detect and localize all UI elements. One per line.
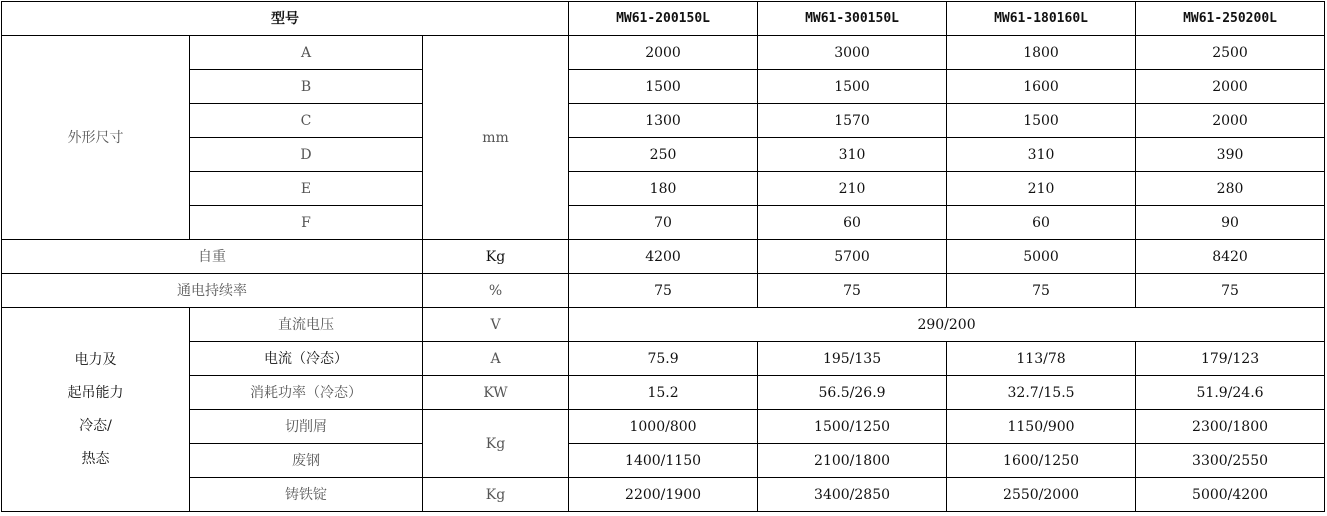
- voltage-unit: V: [423, 308, 569, 342]
- current-row: [2, 342, 1325, 376]
- table-cell: 8420: [1136, 240, 1325, 274]
- table-cell: 310: [947, 138, 1136, 172]
- voltage-value: 290/200: [569, 308, 1325, 342]
- table-cell: 1400/1150: [569, 444, 758, 478]
- duty-row: [2, 274, 1325, 308]
- dimension-key: E: [190, 172, 423, 206]
- table-cell: 75: [947, 274, 1136, 308]
- table-cell: 1500/1250: [758, 410, 947, 444]
- dimension-key: A: [190, 36, 423, 70]
- table-cell: 210: [758, 172, 947, 206]
- spec-table: [1, 1, 1325, 512]
- table-cell: 310: [758, 138, 947, 172]
- table-cell: 1500: [569, 70, 758, 104]
- table-cell: 1300: [569, 104, 758, 138]
- table-cell: 113/78: [947, 342, 1136, 376]
- model-name: MW61-300150L: [758, 2, 947, 36]
- table-cell: 195/135: [758, 342, 947, 376]
- dimension-row-d: [2, 138, 1325, 172]
- table-cell: 3000: [758, 36, 947, 70]
- dimensions-label: 外形尺寸: [2, 36, 190, 240]
- table-cell: 2500: [1136, 36, 1325, 70]
- ingot-row: [2, 478, 1325, 512]
- dimensions-unit: mm: [423, 36, 569, 240]
- dimension-row-e: [2, 172, 1325, 206]
- table-cell: 70: [569, 206, 758, 240]
- table-cell: 3300/2550: [1136, 444, 1325, 478]
- table-cell: 15.2: [569, 376, 758, 410]
- table-cell: 60: [947, 206, 1136, 240]
- table-cell: 2300/1800: [1136, 410, 1325, 444]
- chips-row: [2, 410, 1325, 444]
- chips-label: 切削屑: [190, 410, 423, 444]
- dimension-key: D: [190, 138, 423, 172]
- table-cell: 32.7/15.5: [947, 376, 1136, 410]
- scrap-row: [2, 444, 1325, 478]
- table-cell: 5700: [758, 240, 947, 274]
- table-cell: 2000: [1136, 70, 1325, 104]
- model-name: MW61-250200L: [1136, 2, 1325, 36]
- table-cell: 210: [947, 172, 1136, 206]
- table-cell: 1600/1250: [947, 444, 1136, 478]
- scrap-unit: Kg: [423, 410, 569, 478]
- dimension-key: B: [190, 70, 423, 104]
- model-label: 型号: [2, 2, 569, 36]
- model-name: MW61-200150L: [569, 2, 758, 36]
- table-cell: 1600: [947, 70, 1136, 104]
- voltage-label: 直流电压: [190, 308, 423, 342]
- consumption-row: [2, 376, 1325, 410]
- duty-label: 通电持续率: [2, 274, 423, 308]
- table-cell: 180: [569, 172, 758, 206]
- voltage-row: [2, 308, 1325, 342]
- power-label-line: 起吊能力: [67, 384, 124, 401]
- power-label-line: 电力及: [74, 351, 117, 368]
- table-cell: 2000: [1136, 104, 1325, 138]
- table-cell: 179/123: [1136, 342, 1325, 376]
- table-cell: 5000/4200: [1136, 478, 1325, 512]
- weight-row: [2, 240, 1325, 274]
- power-label: [2, 308, 190, 512]
- header-row: [2, 2, 1325, 36]
- dimension-key: F: [190, 206, 423, 240]
- table-cell: 5000: [947, 240, 1136, 274]
- table-cell: 1500: [758, 70, 947, 104]
- dimension-row-b: [2, 70, 1325, 104]
- table-cell: 1150/900: [947, 410, 1136, 444]
- dimension-key: C: [190, 104, 423, 138]
- dimension-row-f: [2, 206, 1325, 240]
- consumption-label: 消耗功率（冷态）: [190, 376, 423, 410]
- ingot-unit: Kg: [423, 478, 569, 512]
- table-cell: 1570: [758, 104, 947, 138]
- table-cell: 2100/1800: [758, 444, 947, 478]
- table-cell: 2000: [569, 36, 758, 70]
- table-cell: 75: [1136, 274, 1325, 308]
- table-cell: 60: [758, 206, 947, 240]
- table-cell: 2550/2000: [947, 478, 1136, 512]
- dimension-row-a: [2, 36, 1325, 70]
- table-cell: 1500: [947, 104, 1136, 138]
- table-cell: 390: [1136, 138, 1325, 172]
- weight-label: 自重: [2, 240, 423, 274]
- power-label-line: 冷态/: [79, 417, 112, 434]
- duty-unit: %: [423, 274, 569, 308]
- table-cell: 4200: [569, 240, 758, 274]
- ingot-label: 铸铁锭: [190, 478, 423, 512]
- table-cell: 75: [758, 274, 947, 308]
- table-cell: 56.5/26.9: [758, 376, 947, 410]
- table-cell: 51.9/24.6: [1136, 376, 1325, 410]
- scrap-label: 废钢: [190, 444, 423, 478]
- table-cell: 280: [1136, 172, 1325, 206]
- weight-unit: Kg: [423, 240, 569, 274]
- table-cell: 1000/800: [569, 410, 758, 444]
- current-unit: A: [423, 342, 569, 376]
- table-cell: 90: [1136, 206, 1325, 240]
- table-cell: 75: [569, 274, 758, 308]
- consumption-unit: KW: [423, 376, 569, 410]
- model-name: MW61-180160L: [947, 2, 1136, 36]
- table-cell: 75.9: [569, 342, 758, 376]
- current-label: 电流（冷态）: [190, 342, 423, 376]
- dimension-row-c: [2, 104, 1325, 138]
- table-cell: 2200/1900: [569, 478, 758, 512]
- table-cell: 250: [569, 138, 758, 172]
- power-label-line: 热态: [81, 450, 110, 467]
- table-cell: 3400/2850: [758, 478, 947, 512]
- table-cell: 1800: [947, 36, 1136, 70]
